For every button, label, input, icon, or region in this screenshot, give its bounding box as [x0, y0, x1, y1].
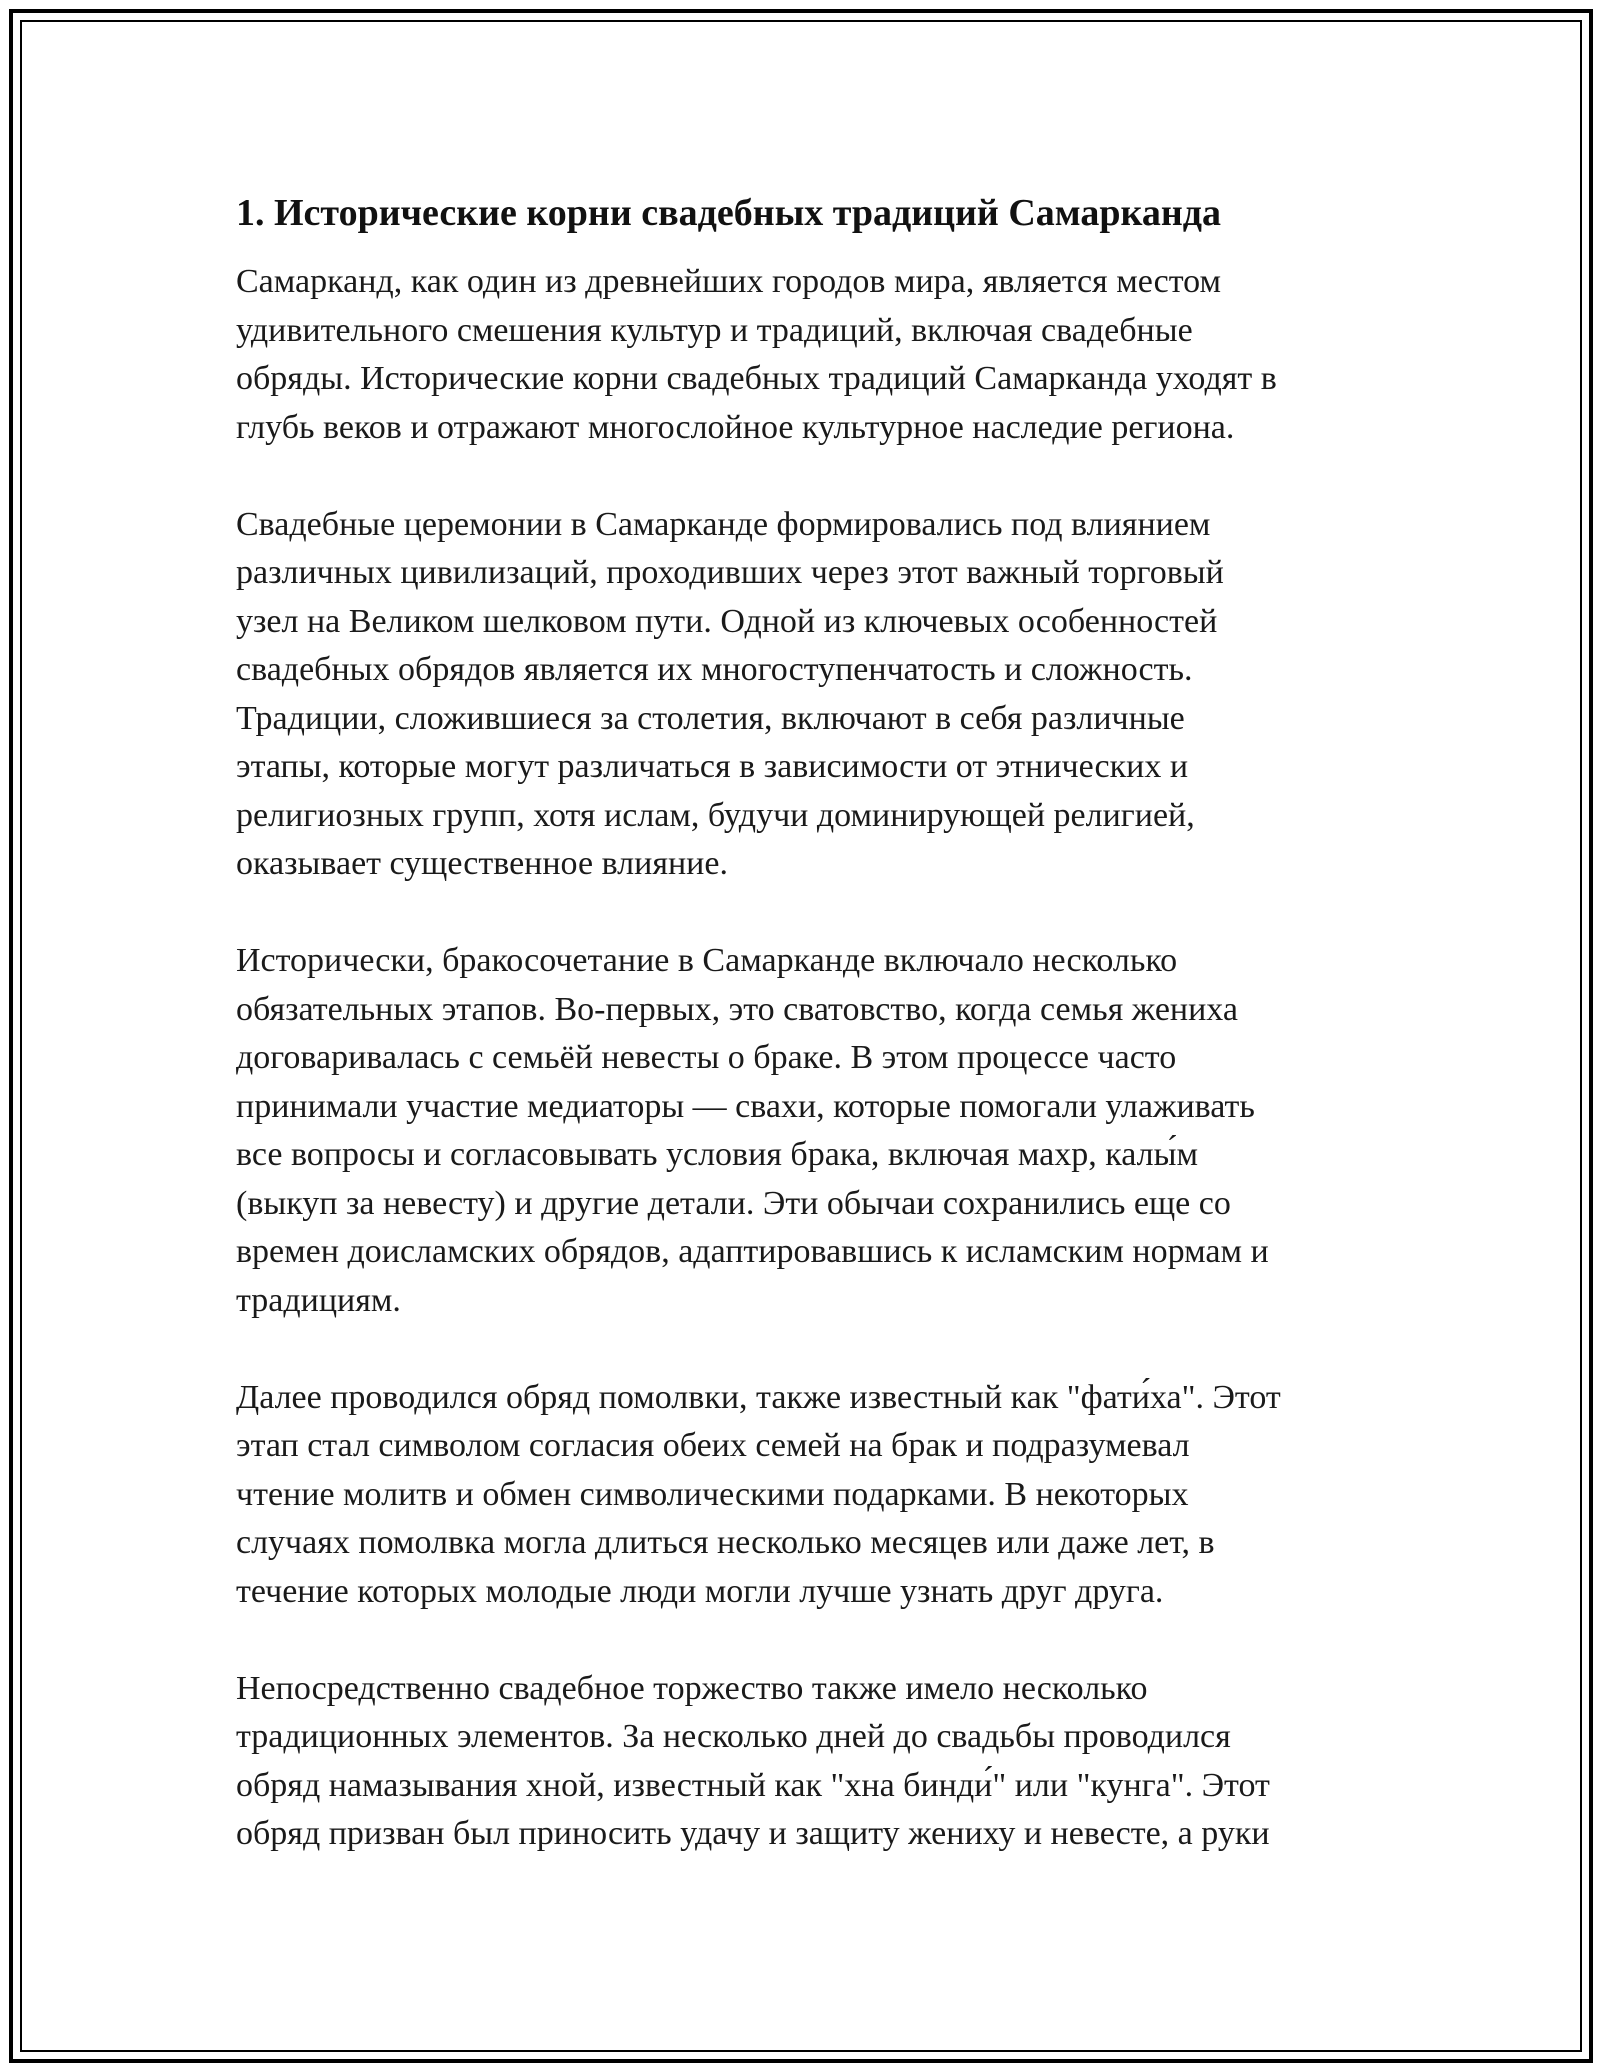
text-line: Традиции, сложившиеся за столетия, включают в себя различные	[236, 699, 1185, 737]
text-line: оказывает существенное влияние.	[236, 845, 728, 882]
paragraph-1	[236, 258, 1396, 452]
text-line: обряд намазывания хной, известный как "хна бинди́" или "кунга". Этот	[236, 1766, 1270, 1804]
text-line: все вопросы и согласовывать условия брака, включая махр, калы́м	[236, 1136, 1198, 1173]
text-line: традиционных элементов. За несколько дней до свадьбы проводился	[236, 1718, 1231, 1755]
text-line: Непосредственно свадебное торжество также имело несколько	[236, 1669, 1148, 1707]
text-line: религиозных групп, хотя ислам, будучи доминирующей религией,	[236, 796, 1195, 834]
text-line: узел на Великом шелковом пути. Одной из ключевых особенностей	[236, 602, 1218, 640]
paragraphs-container	[236, 258, 1396, 1859]
paragraph-2	[236, 501, 1396, 889]
text-line: времен доисламских обрядов, адаптировавшись к исламским нормам и	[236, 1233, 1269, 1270]
text-line: принимали участие медиаторы — свахи, которые помогали улаживать	[236, 1087, 1255, 1125]
document-body	[236, 188, 1396, 1907]
text-line: (выкуп за невесту) и другие детали. Эти обычаи сохранились еще со	[236, 1184, 1231, 1222]
text-line: Далее проводился обряд помолвки, также известный как "фати́ха". Этот	[236, 1378, 1281, 1416]
text-line: удивительного смешения культур и традиций, включая свадебные	[236, 311, 1193, 349]
paragraph-3	[236, 937, 1396, 1325]
text-line: обряд призван был приносить удачу и защиту жениху и невесте, а руки	[236, 1815, 1270, 1852]
text-line: Свадебные церемонии в Самарканде формировались под влиянием	[236, 505, 1211, 543]
text-line: обряды. Исторические корни свадебных традиций Самарканда уходят в	[236, 360, 1277, 397]
text-line: традициям.	[236, 1281, 401, 1319]
text-line: течение которых молодые люди могли лучше узнать друг друга.	[236, 1572, 1164, 1610]
text-line: договаривалась с семьёй невесты о браке. В этом процессе часто	[236, 1039, 1177, 1076]
text-line: обязательных этапов. Во-первых, это сватовство, когда семья жениха	[236, 990, 1238, 1028]
text-line: Самарканд, как один из древнейших городов мира, является местом	[236, 263, 1222, 300]
text-line: свадебных обрядов является их многоступенчатость и сложность.	[236, 651, 1193, 688]
text-line: этап стал символом согласия обеих семей на брак и подразумевал	[236, 1427, 1190, 1464]
text-line: случаях помолвка могла длиться несколько месяцев или даже лет, в	[236, 1524, 1215, 1561]
text-line: чтение молитв и обмен символическими подарками. В некоторых	[236, 1475, 1189, 1513]
text-line: различных цивилизаций, проходивших через этот важный торговый	[236, 554, 1224, 591]
paragraph-4	[236, 1374, 1396, 1617]
paragraph-5	[236, 1665, 1396, 1859]
text-line: Исторически, бракосочетание в Самарканде включало несколько	[236, 942, 1178, 979]
section-heading: 1. Исторические корни свадебных традиций Самарканда	[236, 192, 1221, 234]
text-line: этапы, которые могут различаться в зависимости от этнических и	[236, 748, 1189, 785]
text-line: глубь веков и отражают многослойное культурное наследие региона.	[236, 408, 1235, 446]
